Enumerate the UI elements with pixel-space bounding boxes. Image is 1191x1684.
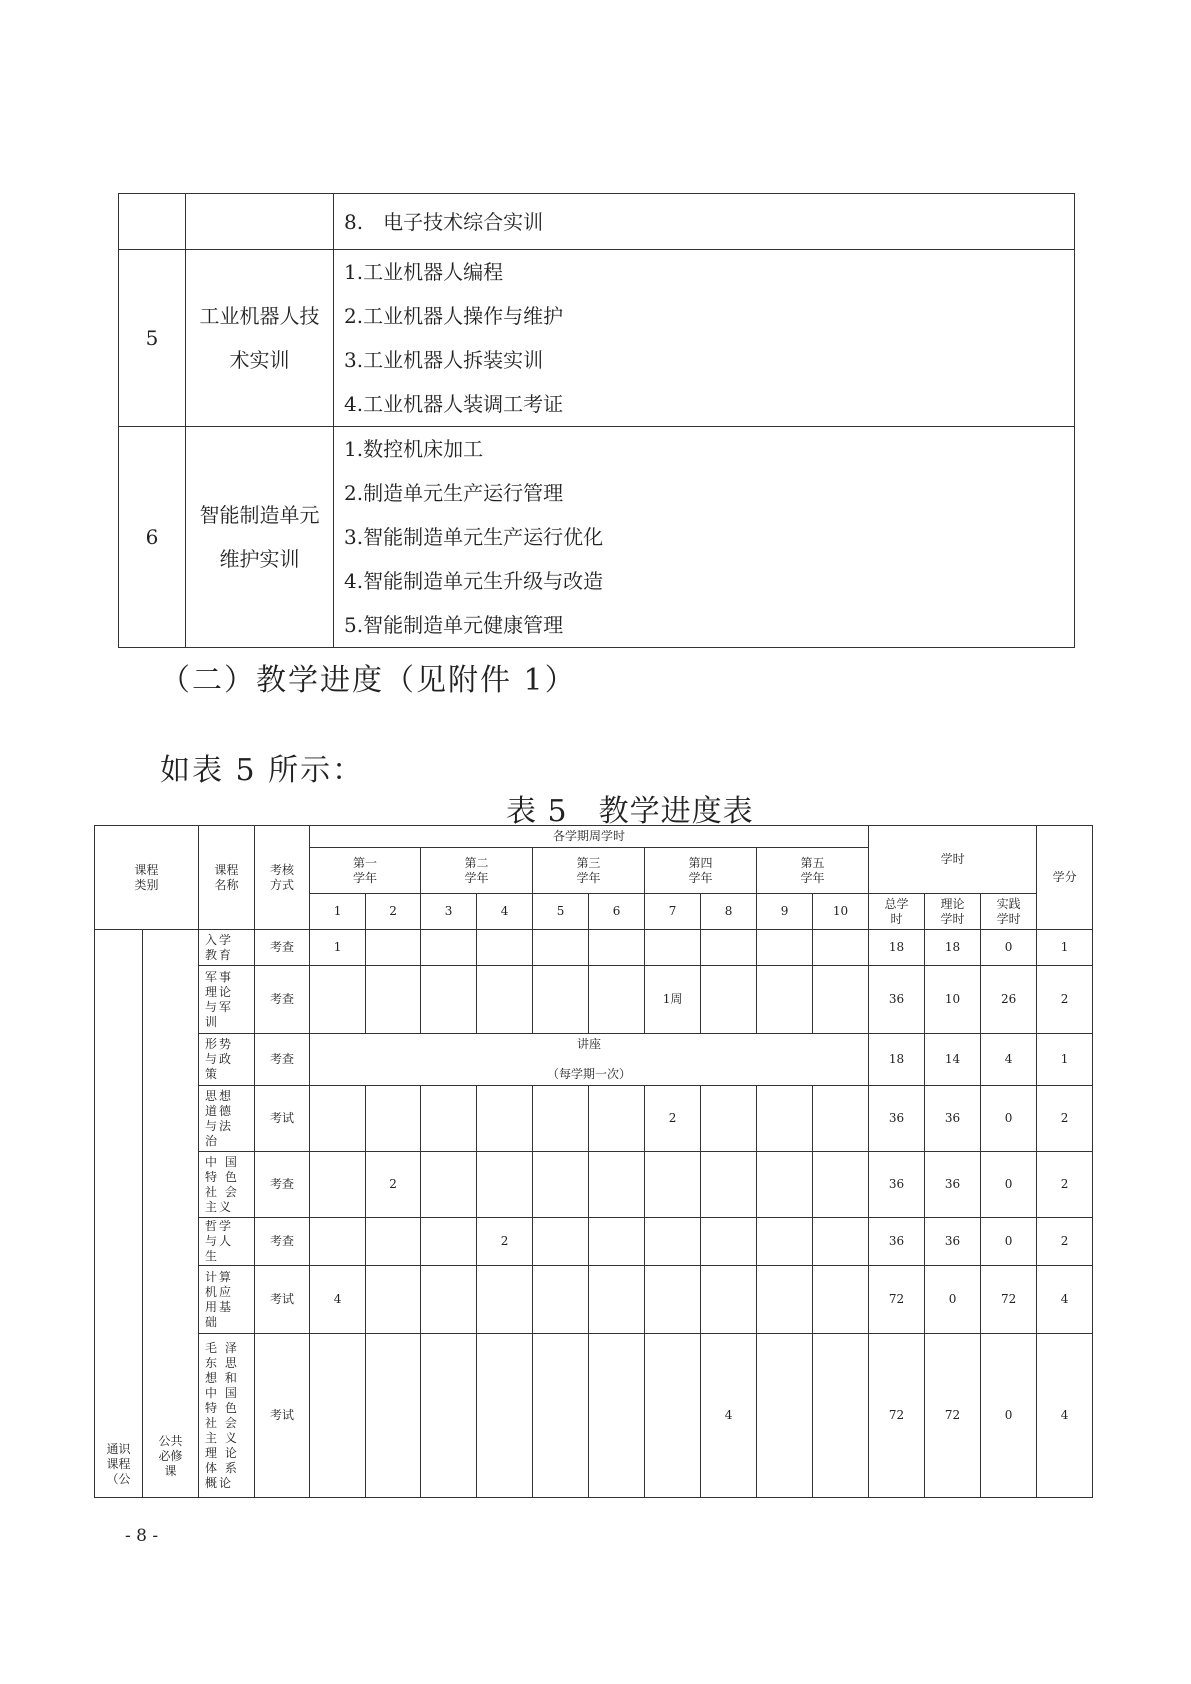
year-header: 第二 学年 [421, 848, 533, 894]
semester-header: 5 [533, 894, 589, 930]
course-name-header: 课程 名称 [199, 826, 255, 930]
semester-hours [477, 1266, 533, 1334]
semester-header: 1 [310, 894, 366, 930]
semester-hours [310, 1218, 366, 1266]
semester-hours [310, 1152, 366, 1218]
module-item: 8. 电子技术综合实训 [344, 209, 544, 234]
semester-hours [533, 1218, 589, 1266]
semester-hours [477, 1334, 533, 1498]
semester-hours [757, 1218, 813, 1266]
page-number: - 8 - [125, 1526, 159, 1546]
header-row [95, 826, 1093, 848]
semester-hours [813, 1086, 869, 1152]
assessment-method: 考查 [255, 930, 310, 966]
year-header: 第五 学年 [757, 848, 869, 894]
semester-hours [421, 1334, 477, 1498]
course-name: 思想 道德 与法 治 [199, 1086, 255, 1152]
assessment-method: 考查 [255, 966, 310, 1034]
semester-hours [589, 1266, 645, 1334]
module-item: 4.工业机器人装调工考证 [344, 392, 564, 416]
semester-hours [421, 1086, 477, 1152]
course-row [95, 1086, 1093, 1152]
total-hours: 36 [869, 1218, 925, 1266]
semester-hours [310, 1086, 366, 1152]
semester-hours [366, 1266, 421, 1334]
theory-hours: 36 [925, 1086, 981, 1152]
practice-hours: 4 [981, 1034, 1037, 1086]
practice-hours: 0 [981, 1218, 1037, 1266]
total-hours: 36 [869, 1086, 925, 1152]
semester-hours: 4 [701, 1334, 757, 1498]
module-name-line: 术实训 [229, 348, 290, 372]
credits: 4 [1037, 1266, 1093, 1334]
semester-hours [477, 930, 533, 966]
total-hours: 72 [869, 1266, 925, 1334]
semester-hours [645, 1218, 701, 1266]
practice-hours: 0 [981, 1334, 1037, 1498]
semester-hours [366, 1086, 421, 1152]
semester-hours [757, 1266, 813, 1334]
semester-header: 7 [645, 894, 701, 930]
semester-hours [310, 1334, 366, 1498]
semester-hours [813, 1152, 869, 1218]
semester-header: 3 [421, 894, 477, 930]
module-items [334, 427, 1075, 648]
weekly-hours-header: 各学期周学时 [310, 826, 869, 848]
semester-hours [310, 966, 366, 1034]
section-heading: （二）教学进度（见附件 1） [160, 663, 577, 698]
practice-hours: 0 [981, 930, 1037, 966]
total-hours: 18 [869, 930, 925, 966]
credits-header: 学分 [1037, 826, 1093, 930]
course-row [95, 1334, 1093, 1498]
semester-hours [533, 930, 589, 966]
semester-hours [701, 1218, 757, 1266]
assessment-method: 考试 [255, 1334, 310, 1498]
semester-header: 6 [589, 894, 645, 930]
training-row [119, 427, 1075, 648]
credits: 4 [1037, 1334, 1093, 1498]
semester-hours [421, 930, 477, 966]
year-header: 第三 学年 [533, 848, 645, 894]
course-row [95, 1152, 1093, 1218]
semester-hours [533, 1152, 589, 1218]
module-name-line: 智能制造单元 [199, 503, 320, 527]
row-number: 5 [119, 250, 186, 427]
training-table [118, 193, 1075, 648]
semester-hours [701, 1086, 757, 1152]
credits: 1 [1037, 1034, 1093, 1086]
credits: 2 [1037, 1218, 1093, 1266]
table-caption: 表 5 教学进度表 [506, 794, 754, 829]
semester-hours: 2 [366, 1152, 421, 1218]
semester-hours [533, 966, 589, 1034]
semester-hours [366, 1218, 421, 1266]
semester-hours [701, 1152, 757, 1218]
semester-header: 10 [813, 894, 869, 930]
semester-hours [813, 1334, 869, 1498]
semester-hours: 2 [477, 1218, 533, 1266]
semester-hours [366, 966, 421, 1034]
theory-hours: 36 [925, 1218, 981, 1266]
semester-hours [701, 1266, 757, 1334]
schedule-table [94, 825, 1093, 1498]
semester-hours [421, 1152, 477, 1218]
credits: 2 [1037, 966, 1093, 1034]
course-name: 入学 教育 [199, 930, 255, 966]
semester-hours [589, 1086, 645, 1152]
semester-hours [533, 1334, 589, 1498]
subcategory-label: 公共 必修 课 [143, 930, 199, 1498]
theory-hours: 14 [925, 1034, 981, 1086]
hours-subheader: 理论 学时 [925, 894, 981, 930]
practice-hours: 0 [981, 1086, 1037, 1152]
module-item: 5.智能制造单元健康管理 [344, 613, 564, 637]
practice-hours: 72 [981, 1266, 1037, 1334]
module-name [186, 250, 334, 427]
assessment-method: 考查 [255, 1218, 310, 1266]
module-item: 4.智能制造单元生升级与改造 [344, 569, 604, 593]
semester-hours [366, 930, 421, 966]
semester-hours [701, 966, 757, 1034]
module-item: 1.工业机器人编程 [344, 260, 504, 284]
semester-hours [701, 930, 757, 966]
module-item: 2.制造单元生产运行管理 [344, 481, 564, 505]
semester-hours: 1 [310, 930, 366, 966]
module-name-line: 维护实训 [219, 547, 300, 571]
credits: 2 [1037, 1152, 1093, 1218]
module-name-line: 工业机器人技 [199, 304, 320, 328]
assessment-header: 考核 方式 [255, 826, 310, 930]
module-name [186, 427, 334, 648]
semester-header: 4 [477, 894, 533, 930]
semester-hours [757, 1086, 813, 1152]
semester-header: 9 [757, 894, 813, 930]
theory-hours: 36 [925, 1152, 981, 1218]
semester-hours [645, 1334, 701, 1498]
hours-subheader: 实践 学时 [981, 894, 1037, 930]
hours-subheader: 总学 时 [869, 894, 925, 930]
semester-hours [533, 1086, 589, 1152]
module-item: 3.工业机器人拆装实训 [344, 348, 544, 372]
semester-hours [589, 1218, 645, 1266]
semester-hours [757, 930, 813, 966]
total-hours: 72 [869, 1334, 925, 1498]
assessment-method: 考试 [255, 1266, 310, 1334]
module-items [334, 194, 1075, 250]
semester-hours [589, 1152, 645, 1218]
course-row [95, 1266, 1093, 1334]
semester-hours [757, 1334, 813, 1498]
year-header: 第四 学年 [645, 848, 757, 894]
theory-hours: 0 [925, 1266, 981, 1334]
course-row [95, 1034, 1093, 1086]
semester-hours [813, 1218, 869, 1266]
semester-hours [421, 1266, 477, 1334]
total-hours: 18 [869, 1034, 925, 1086]
total-hours: 36 [869, 1152, 925, 1218]
semester-hours [477, 966, 533, 1034]
module-item: 2.工业机器人操作与维护 [344, 304, 564, 328]
semester-hours [757, 1152, 813, 1218]
course-name: 中 国 特 色 社 会 主义 [199, 1152, 255, 1218]
semester-hours [813, 930, 869, 966]
course-name: 军事 理论 与军 训 [199, 966, 255, 1034]
assessment-method: 考查 [255, 1152, 310, 1218]
course-name: 哲学 与人 生 [199, 1218, 255, 1266]
semester-hours [421, 1218, 477, 1266]
module-name [186, 194, 334, 250]
theory-hours: 72 [925, 1334, 981, 1498]
total-hours: 36 [869, 966, 925, 1034]
semester-hours [645, 930, 701, 966]
semester-hours [366, 1334, 421, 1498]
training-row [119, 194, 1075, 250]
hours-header: 学时 [869, 826, 1037, 894]
semester-hours: 4 [310, 1266, 366, 1334]
course-row [95, 1218, 1093, 1266]
semester-merged: 讲座 （每学期一次） [310, 1034, 869, 1086]
semester-header: 8 [701, 894, 757, 930]
semester-hours [533, 1266, 589, 1334]
module-items [334, 250, 1075, 427]
assessment-method: 考查 [255, 1034, 310, 1086]
practice-hours: 0 [981, 1152, 1037, 1218]
intro-text: 如表 5 所示： [160, 753, 365, 788]
semester-hours [589, 1334, 645, 1498]
course-row [95, 930, 1093, 966]
module-item: 1.数控机床加工 [344, 437, 484, 461]
year-header: 第一 学年 [310, 848, 421, 894]
semester-hours [813, 966, 869, 1034]
practice-hours: 26 [981, 966, 1037, 1034]
category-label: 通识 课程（公 [95, 930, 143, 1498]
theory-hours: 18 [925, 930, 981, 966]
training-row [119, 250, 1075, 427]
row-number: 6 [119, 427, 186, 648]
course-name: 毛 泽 东 思 想 和 中 国 特 色 社 会 主 义 理 论 体 系 概论 [199, 1334, 255, 1498]
semester-hours [421, 966, 477, 1034]
semester-hours [813, 1266, 869, 1334]
theory-hours: 10 [925, 966, 981, 1034]
course-name: 计算 机应 用基 础 [199, 1266, 255, 1334]
course-name: 形势 与政 策 [199, 1034, 255, 1086]
semester-hours [645, 1266, 701, 1334]
semester-hours: 1周 [645, 966, 701, 1034]
row-number [119, 194, 186, 250]
semester-hours: 2 [645, 1086, 701, 1152]
semester-hours [589, 966, 645, 1034]
credits: 2 [1037, 1086, 1093, 1152]
course-row [95, 966, 1093, 1034]
semester-hours [757, 966, 813, 1034]
assessment-method: 考试 [255, 1086, 310, 1152]
credits: 1 [1037, 930, 1093, 966]
semester-hours [645, 1152, 701, 1218]
semester-hours [477, 1152, 533, 1218]
module-item: 3.智能制造单元生产运行优化 [344, 525, 604, 549]
category-header: 课程 类别 [95, 826, 199, 930]
semester-header: 2 [366, 894, 421, 930]
semester-hours [477, 1086, 533, 1152]
semester-hours [589, 930, 645, 966]
